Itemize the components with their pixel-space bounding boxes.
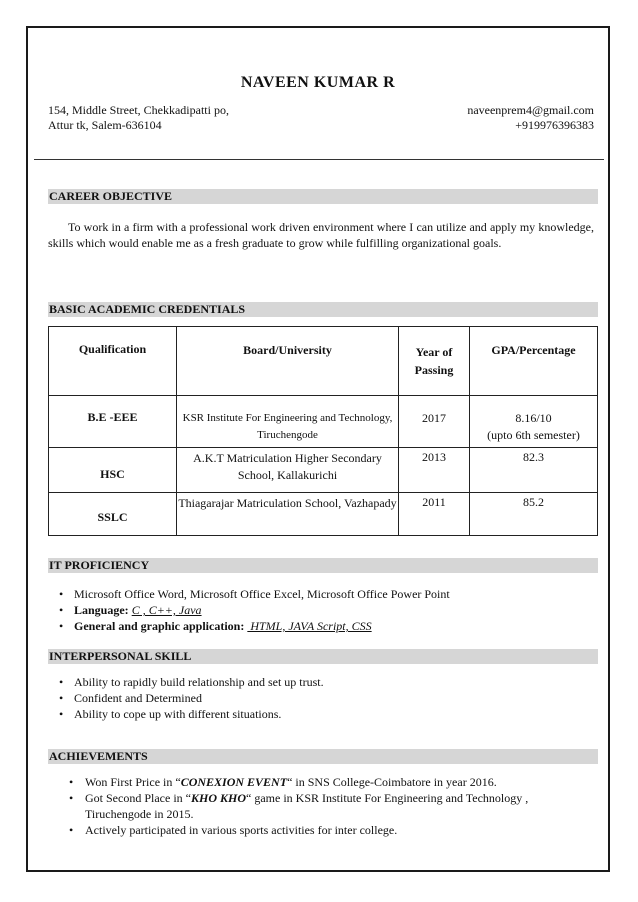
address-line-2: Attur tk, Salem-636104 [48, 118, 162, 132]
cell-gpa: 85.2 [470, 493, 598, 536]
bullet-icon: • [69, 791, 74, 805]
gpa-value: 8.16/10 [515, 411, 552, 425]
cell-qualification: SSLC [49, 493, 177, 536]
section-header-it: IT PROFICIENCY [48, 558, 598, 573]
gpa-note: (upto 6th semester) [487, 428, 580, 442]
bullet-icon: • [59, 587, 64, 601]
table-row [49, 448, 598, 493]
bullet-icon: • [59, 691, 64, 705]
candidate-name: NAVEEN KUMAR R [240, 74, 396, 91]
bullet-icon: • [59, 707, 64, 721]
it-list [59, 586, 450, 634]
cell-qualification: B.E -EEE [49, 396, 177, 448]
contact-block [467, 103, 594, 133]
cell-year: 2017 [399, 396, 470, 448]
list-item [59, 586, 450, 602]
application-label: General and graphic application: [74, 619, 245, 633]
address-line-1: 154, Middle Street, Chekkadipatti po, [48, 103, 229, 117]
language-value: C , C++, Java [131, 603, 202, 617]
achievements-list [69, 774, 595, 838]
email[interactable]: naveenprem4@gmail.com [467, 103, 594, 117]
col-board: Board/University [177, 327, 399, 396]
cell-year: 2013 [399, 448, 470, 493]
achievement-1-event: CONEXION EVENT [180, 775, 288, 789]
table-row [49, 396, 598, 448]
cell-board: KSR Institute For Engineering and Technology, Tiruchengode [177, 396, 399, 448]
col-qualification: Qualification [49, 327, 177, 396]
cell-gpa: 82.3 [470, 448, 598, 493]
list-item [69, 790, 595, 822]
application-value: HTML, JAVA Script, CSS [247, 619, 372, 633]
achievement-2-suffix: “ game in KSR Institute For Engineering and Technology , Tiruchengode in 2015. [85, 791, 529, 821]
bullet-icon: • [59, 603, 64, 617]
achievement-1-suffix: “ in SNS College-Coimbatore in year 2016. [287, 775, 497, 789]
section-header-interpersonal: INTERPERSONAL SKILL [48, 649, 598, 664]
interpersonal-list [59, 674, 324, 722]
interpersonal-item: Confident and Determined [74, 691, 202, 705]
col-year [399, 327, 470, 396]
address-block [48, 103, 229, 133]
table-header-row [49, 327, 598, 396]
cell-board: A.K.T Matriculation Higher Secondary School, Kallakurichi [177, 448, 399, 493]
achievement-2-prefix: Got Second Place in “ [85, 791, 191, 805]
cell-year: 2011 [399, 493, 470, 536]
list-item [69, 774, 595, 790]
list-item [59, 602, 450, 618]
cell-board: Thiagarajar Matriculation School, Vazhapady [177, 493, 399, 536]
bullet-icon: • [69, 823, 74, 837]
table-row [49, 493, 598, 536]
resume-page [26, 26, 610, 872]
cell-qualification: HSC [49, 448, 177, 493]
achievement-2-event: KHO KHO [190, 791, 246, 805]
bullet-icon: • [69, 775, 74, 789]
language-label: Language: [74, 603, 129, 617]
list-item [59, 706, 324, 722]
section-header-achievements: ACHIEVEMENTS [48, 749, 598, 764]
achievement-1-prefix: Won First Price in “ [85, 775, 181, 789]
section-header-career: CAREER OBJECTIVE [48, 189, 598, 204]
section-header-academics: BASIC ACADEMIC CREDENTIALS [48, 302, 598, 317]
list-item [59, 674, 324, 690]
list-item [59, 618, 450, 634]
header-divider [34, 159, 604, 160]
career-objective-text: To work in a firm with a professional work driven environment where I can utilize and apply my knowledge, skills which would enable me as a fresh graduate to grow while fulfilling organizational goals. [48, 220, 594, 250]
list-item [69, 822, 595, 838]
academic-table [48, 326, 598, 536]
achievement-3: Actively participated in various sports activities for inter college. [85, 823, 398, 837]
col-gpa: GPA/Percentage [470, 327, 598, 396]
interpersonal-item: Ability to cope up with different situations. [74, 707, 282, 721]
bullet-icon: • [59, 675, 64, 689]
bullet-icon: • [59, 619, 64, 633]
col-year-label: Year of Passing [414, 345, 454, 377]
interpersonal-item: Ability to rapidly build relationship and set up trust. [74, 675, 324, 689]
phone: +919976396383 [515, 118, 594, 132]
list-item [59, 690, 324, 706]
cell-gpa [470, 396, 598, 448]
it-item-office: Microsoft Office Word, Microsoft Office Excel, Microsoft Office Power Point [74, 587, 450, 601]
